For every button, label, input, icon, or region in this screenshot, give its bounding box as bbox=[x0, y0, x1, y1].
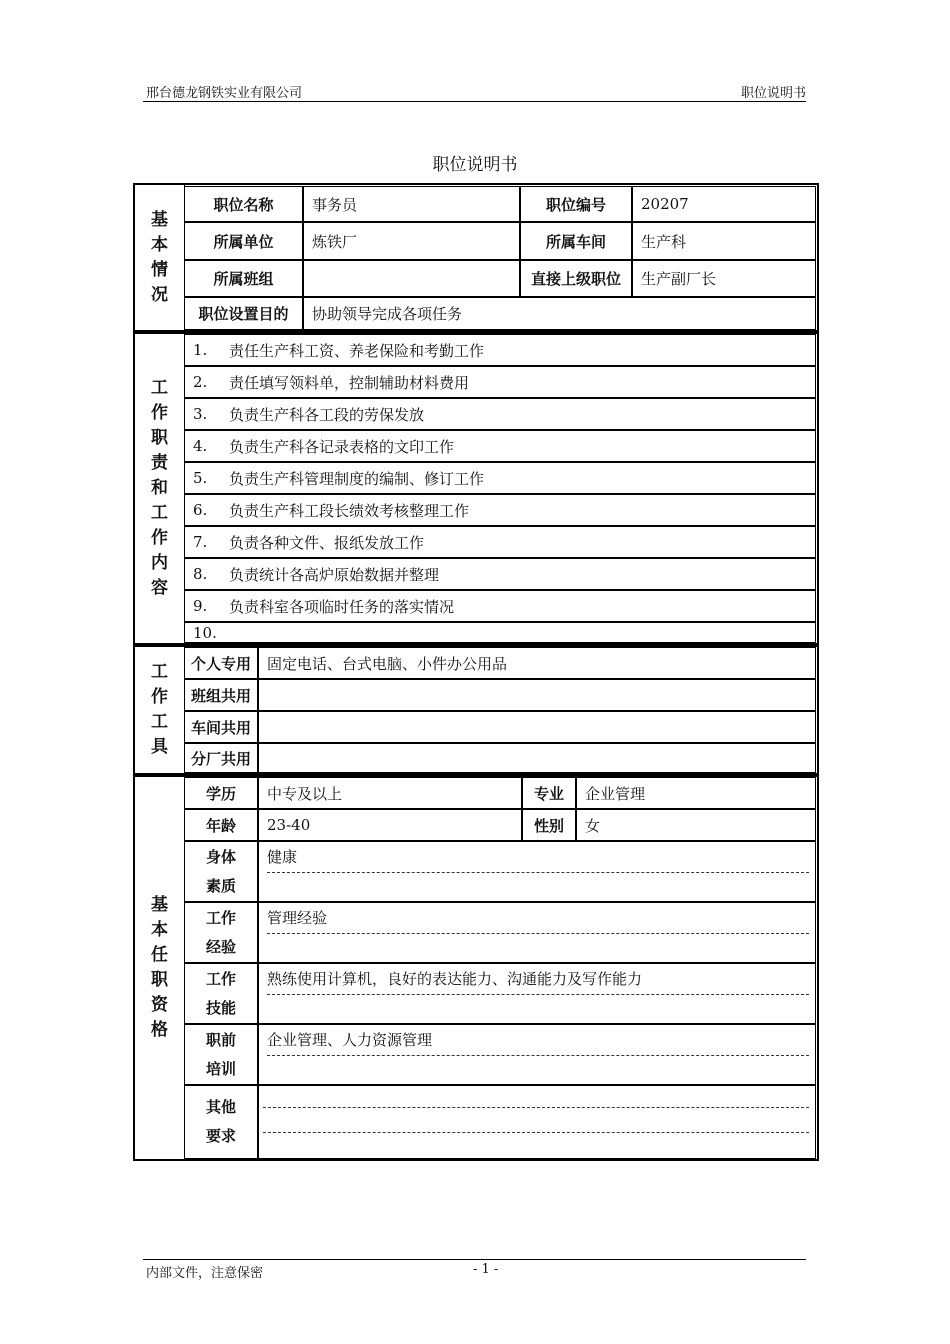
qualifications-section-label: 基 本 任 职 资 格 bbox=[135, 777, 185, 1159]
position-name-label: 职位名称 bbox=[184, 186, 303, 222]
duty-item: 1. 责任生产科工资、养老保险和考勤工作 bbox=[184, 334, 816, 366]
gender-label: 性别 bbox=[522, 809, 576, 841]
duty-item: 6. 负责生产科工段长绩效考核整理工作 bbox=[184, 494, 816, 526]
tools-row-label: 个人专用 bbox=[184, 647, 258, 679]
gender-value: 女 bbox=[576, 809, 816, 841]
position-code-label: 职位编号 bbox=[520, 186, 632, 222]
purpose-value: 协助领导完成各项任务 bbox=[303, 297, 816, 330]
unit-label: 所属单位 bbox=[184, 222, 303, 260]
basic-info-section-label: 基 本 情 况 bbox=[135, 185, 185, 330]
basic-info-section bbox=[133, 183, 819, 332]
dashed-rule bbox=[267, 994, 809, 995]
page-title: 职位说明书 bbox=[432, 155, 518, 175]
major-value: 企业管理 bbox=[576, 777, 816, 809]
dashed-rule bbox=[263, 1132, 809, 1133]
tools-section-label: 工 作 工 具 bbox=[135, 647, 185, 773]
purpose-label: 职位设置目的 bbox=[184, 297, 303, 330]
qualifications-section bbox=[133, 775, 819, 1161]
superior-value: 生产副厂长 bbox=[632, 260, 816, 297]
position-name-value: 事务员 bbox=[303, 186, 520, 222]
duty-item: 2. 责任填写领料单，控制辅助材料费用 bbox=[184, 366, 816, 398]
major-label: 专业 bbox=[522, 777, 576, 809]
duty-item: 10. bbox=[184, 622, 816, 643]
duty-item: 9. 负责科室各项临时任务的落实情况 bbox=[184, 590, 816, 622]
confidential-note: 内部文件，注意保密 bbox=[146, 1266, 264, 1281]
education-value: 中专及以上 bbox=[258, 777, 522, 809]
duty-item: 3. 负责生产科各工段的劳保发放 bbox=[184, 398, 816, 430]
duty-item: 5. 负责生产科管理制度的编制、修订工作 bbox=[184, 462, 816, 494]
header-doc-type: 职位说明书 bbox=[740, 86, 806, 101]
header-divider bbox=[143, 101, 806, 102]
other-label: 其他 要求 bbox=[184, 1085, 258, 1159]
tools-row-label: 分厂共用 bbox=[184, 743, 258, 773]
age-value: 23-40 bbox=[258, 809, 522, 841]
superior-label: 直接上级职位 bbox=[520, 260, 632, 297]
tools-row-label: 班组共用 bbox=[184, 679, 258, 711]
tools-section bbox=[133, 645, 819, 775]
position-code-value: 20207 bbox=[632, 186, 816, 222]
tools-row-label: 车间共用 bbox=[184, 711, 258, 743]
duties-section-label: 工 作 职 责 和 工 作 内 容 bbox=[135, 334, 185, 643]
experience-value: 管理经验 bbox=[258, 902, 816, 963]
dashed-rule bbox=[263, 1107, 809, 1108]
dashed-rule bbox=[267, 872, 809, 873]
health-value: 健康 bbox=[258, 841, 816, 902]
workshop-value: 生产科 bbox=[632, 222, 816, 260]
experience-label: 工作 经验 bbox=[184, 902, 258, 963]
education-label: 学历 bbox=[184, 777, 258, 809]
duty-item: 8. 负责统计各高炉原始数据并整理 bbox=[184, 558, 816, 590]
skills-value: 熟练使用计算机，良好的表达能力、沟通能力及写作能力 bbox=[258, 963, 816, 1024]
duty-item: 7. 负责各种文件、报纸发放工作 bbox=[184, 526, 816, 558]
tools-row-value: 固定电话、台式电脑、小件办公用品 bbox=[258, 647, 816, 679]
other-value bbox=[258, 1085, 816, 1159]
tools-row-value bbox=[258, 743, 816, 773]
tools-row-value bbox=[258, 711, 816, 743]
dashed-rule bbox=[267, 933, 809, 934]
unit-value: 炼铁厂 bbox=[303, 222, 520, 260]
tools-row-value bbox=[258, 679, 816, 711]
company-name: 邢台德龙钢铁实业有限公司 bbox=[146, 86, 303, 101]
team-value bbox=[303, 260, 520, 297]
skills-label: 工作 技能 bbox=[184, 963, 258, 1024]
workshop-label: 所属车间 bbox=[520, 222, 632, 260]
age-label: 年龄 bbox=[184, 809, 258, 841]
health-label: 身体 素质 bbox=[184, 841, 258, 902]
training-value: 企业管理、人力资源管理 bbox=[258, 1024, 816, 1085]
page-number: - 1 - bbox=[473, 1262, 499, 1277]
duty-item: 4. 负责生产科各记录表格的文印工作 bbox=[184, 430, 816, 462]
dashed-rule bbox=[267, 1055, 809, 1056]
training-label: 职前 培训 bbox=[184, 1024, 258, 1085]
duties-section bbox=[133, 332, 819, 645]
team-label: 所属班组 bbox=[184, 260, 303, 297]
footer-divider bbox=[143, 1259, 806, 1260]
